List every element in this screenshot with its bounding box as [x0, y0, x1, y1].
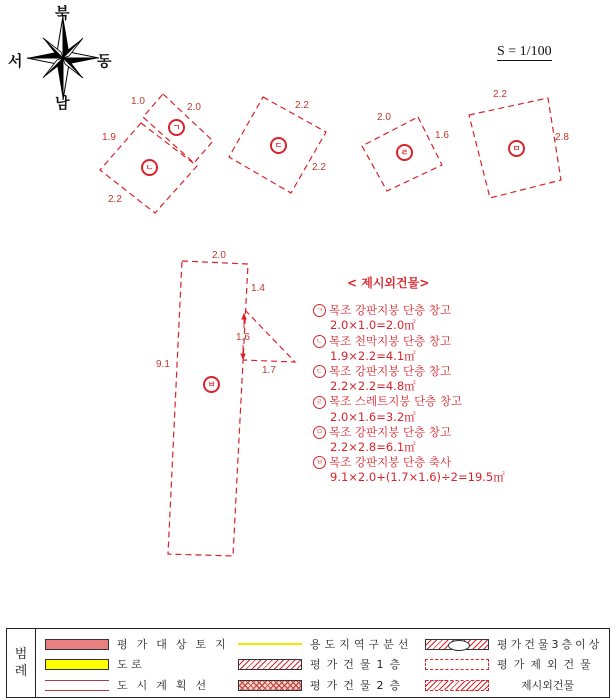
note-item — [313, 425, 505, 455]
legend-text: 평가제외건물 — [497, 658, 597, 671]
note-formula: 2.2×2.2=4.8㎡ — [330, 379, 416, 394]
extra-buildings-notes — [313, 276, 505, 486]
legend-item-excluded — [425, 656, 597, 672]
note-formula: 1.9×2.2=4.1㎡ — [330, 348, 416, 363]
note-mark: ㄷ — [313, 365, 326, 378]
dim-label: 1.0 — [131, 96, 145, 107]
dim-label: 2.2 — [108, 194, 122, 205]
dim-label: 2.0 — [377, 112, 391, 123]
legend-text: 평가건물2층 — [310, 679, 407, 692]
dim-label: 1.7 — [262, 365, 276, 376]
excluded-swatch — [425, 659, 489, 670]
legend-item-zone-line — [238, 636, 412, 652]
legend-item-bldg-3f — [425, 636, 602, 652]
legend-item-bldg-1f — [238, 656, 406, 672]
note-formula: 9.1×2.0+(1.7×1.6)÷2=19.5㎡ — [330, 470, 505, 485]
legend-label-top: 범 — [14, 647, 28, 662]
compass-south-label: 남 — [55, 94, 70, 112]
compass-rose-icon — [27, 16, 99, 100]
zone-line-swatch — [238, 643, 302, 645]
legend-text: 용도지역구분선 — [310, 638, 413, 651]
note-item — [313, 303, 505, 333]
building-marker-n: ㄴ — [141, 159, 158, 176]
building-marker-m: ㅁ — [508, 140, 525, 157]
dim-label: 9.1 — [156, 359, 170, 370]
legend-label-bottom: 례 — [14, 664, 28, 679]
bldg-2f-swatch — [238, 680, 302, 691]
dim-label: 2.2 — [493, 89, 507, 100]
note-desc: 목조 강판지붕 단층 창고 — [329, 364, 452, 379]
compass-north-label: 북 — [55, 4, 70, 22]
building-marker-d: ㄷ — [270, 137, 287, 154]
note-desc: 목조 천막지붕 단층 창고 — [329, 333, 452, 348]
dim-label: 2.0 — [187, 102, 201, 113]
legend-item-bldg-2f — [238, 677, 406, 693]
legend-label — [7, 629, 36, 697]
legend-item-target-land — [45, 636, 235, 652]
legend-item-plan-line — [45, 677, 215, 693]
note-item — [313, 455, 505, 485]
dim-label: 2.2 — [295, 100, 309, 111]
road-swatch — [45, 659, 109, 670]
bldg-3f-swatch — [425, 639, 489, 650]
scale-label: S = 1/100 — [497, 44, 552, 59]
note-mark: ㄴ — [313, 335, 326, 348]
building-marker-b: ㅂ — [203, 376, 220, 393]
note-mark: ㅁ — [313, 426, 326, 439]
dim-label: 1.6 — [236, 332, 250, 343]
compass-east-label: 동 — [97, 52, 112, 70]
legend-text: 평가건물1층 — [310, 658, 407, 671]
legend-text: 평가건물3층이상 — [497, 638, 603, 651]
plan-line-swatch — [45, 680, 109, 691]
bldg-1f-swatch — [238, 659, 302, 670]
building-marker-r: ㄹ — [396, 144, 413, 161]
dim-label: 2.8 — [555, 132, 569, 143]
legend-text: 도 로 — [117, 658, 142, 671]
dim-label: 2.2 — [312, 162, 326, 173]
extra-bldg-swatch — [425, 680, 489, 691]
note-mark: ㄱ — [313, 304, 326, 317]
note-item — [313, 334, 505, 364]
note-item — [313, 364, 505, 394]
dim-label: 1.9 — [102, 132, 116, 143]
legend-text: 평가대상토지 — [117, 638, 235, 651]
note-mark: ㅂ — [313, 456, 326, 469]
building-marker-g: ㄱ — [168, 119, 185, 136]
note-desc: 목조 강판지붕 단층 창고 — [329, 424, 452, 439]
building-b-outline — [168, 261, 248, 556]
dim-label: 1.4 — [251, 283, 265, 294]
note-item — [313, 394, 505, 424]
note-desc: 목조 강판지붕 단층 축사 — [329, 455, 452, 470]
notes-title: < 제시외건물> — [347, 276, 430, 290]
note-desc: 목조 스레트지붕 단층 창고 — [329, 394, 463, 409]
compass-west-label: 서 — [8, 52, 23, 70]
legend-box — [6, 628, 610, 698]
legend-item-extra-bldg — [425, 677, 574, 693]
target-land-swatch — [45, 639, 109, 650]
note-formula: 2.2×2.8=6.1㎡ — [330, 440, 416, 455]
note-formula: 2.0×1.0=2.0㎡ — [330, 318, 416, 333]
building-b-triangle — [243, 310, 295, 362]
note-formula: 2.0×1.6=3.2㎡ — [330, 409, 416, 424]
dim-label: 2.0 — [212, 250, 226, 261]
legend-item-road — [45, 656, 142, 672]
dim-label: 1.6 — [435, 130, 449, 141]
legend-text: 제시외건물 — [521, 679, 575, 692]
legend-text: 도시계획선 — [117, 679, 216, 692]
note-mark: ㄹ — [313, 396, 326, 409]
note-desc: 목조 강판지붕 단층 창고 — [329, 303, 452, 318]
